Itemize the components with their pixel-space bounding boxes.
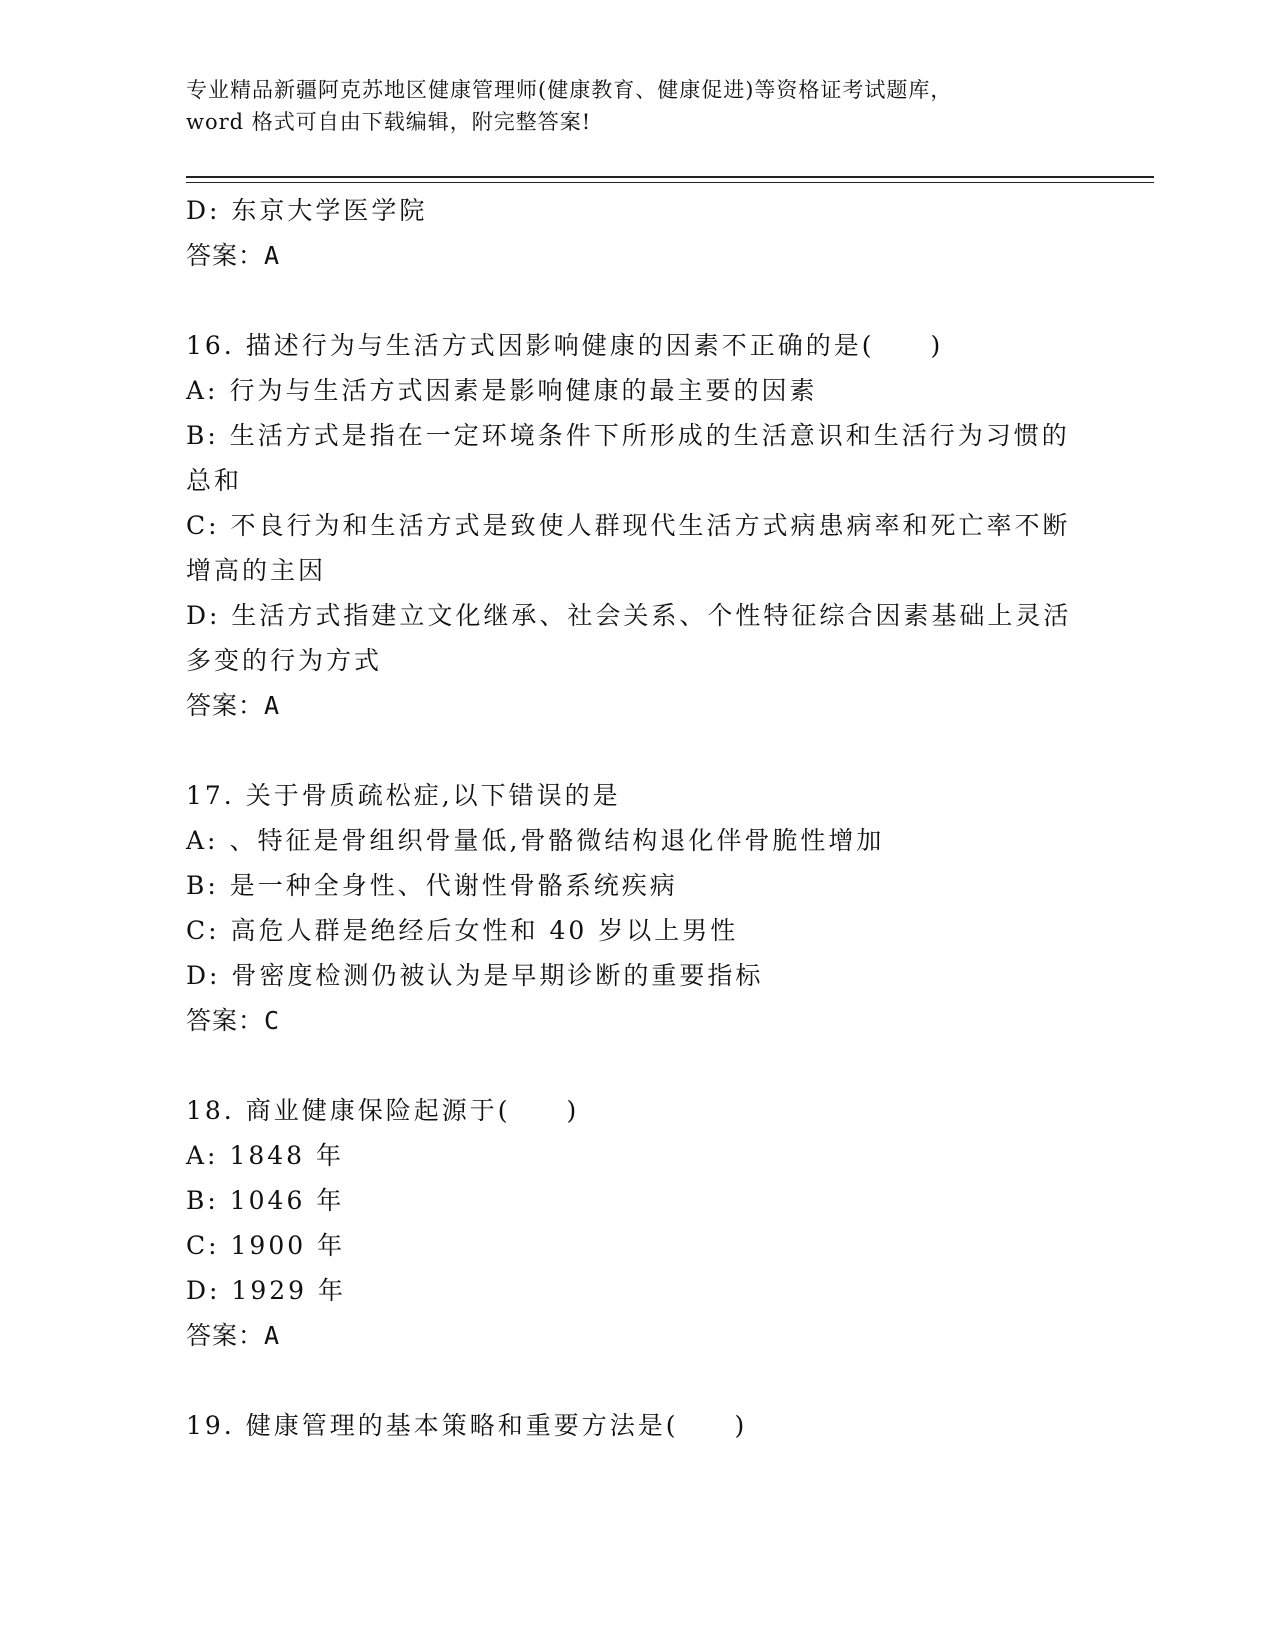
question-block	[186, 1088, 1086, 1358]
answer-value: A	[264, 691, 281, 720]
spacer	[186, 1043, 1086, 1088]
answer-label: 答案：	[186, 241, 265, 270]
option-a: A: 、特征是骨组织骨量低,骨骼微结构退化伴骨脆性增加	[186, 826, 885, 855]
header-divider-thin	[186, 182, 1154, 183]
option-c: C: 高危人群是绝经后女性和 40 岁以上男性	[186, 916, 739, 945]
spacer	[186, 278, 1086, 323]
option-b: B: 是一种全身性、代谢性骨骼系统疾病	[186, 871, 678, 900]
option-b: B: 生活方式是指在一定环境条件下所形成的生活意识和生活行为习惯的总和	[186, 421, 1070, 495]
option-d: D: 东京大学医学院	[186, 196, 428, 225]
option-d: D: 1929 年	[186, 1276, 346, 1305]
answer-value: A	[264, 1321, 281, 1350]
answer-value: A	[264, 241, 281, 270]
answer-line	[186, 1313, 1086, 1358]
option-d: D: 生活方式指建立文化继承、社会关系、个性特征综合因素基础上灵活多变的行为方式	[186, 601, 1072, 675]
answer-line	[186, 998, 1086, 1043]
answer-label: 答案：	[186, 691, 265, 720]
spacer	[186, 728, 1086, 773]
option-c: C: 不良行为和生活方式是致使人群现代生活方式病患病率和死亡率不断增高的主因	[186, 511, 1071, 585]
option-c: C: 1900 年	[186, 1231, 346, 1260]
question-stem: 18. 商业健康保险起源于( )	[186, 1096, 580, 1125]
option-d: D: 骨密度检测仍被认为是早期诊断的重要指标	[186, 961, 764, 990]
answer-label: 答案：	[186, 1321, 265, 1350]
option-b: B: 1046 年	[186, 1186, 345, 1215]
answer-line	[186, 683, 1086, 728]
option-a: A: 1848 年	[186, 1141, 345, 1170]
option-a: A: 行为与生活方式因素是影响健康的最主要的因素	[186, 376, 818, 405]
question-block	[186, 1403, 1086, 1448]
question-list	[186, 188, 1086, 1448]
spacer	[186, 1358, 1086, 1403]
question-block	[186, 773, 1086, 1043]
question-block	[186, 188, 1086, 278]
header-line-2: word 格式可自由下载编辑，附完整答案!	[186, 110, 592, 134]
question-stem: 19. 健康管理的基本策略和重要方法是( )	[186, 1411, 748, 1440]
answer-line	[186, 233, 1086, 278]
question-stem: 16. 描述行为与生活方式因影响健康的因素不正确的是( )	[186, 331, 944, 360]
question-block	[186, 323, 1086, 728]
question-stem: 17. 关于骨质疏松症,以下错误的是	[186, 781, 621, 810]
answer-label: 答案：	[186, 1006, 265, 1035]
header-line-1: 专业精品新疆阿克苏地区健康管理师(健康教育、健康促进)等资格证考试题库，	[186, 78, 953, 102]
page-header	[186, 74, 1086, 138]
answer-value: C	[264, 1006, 281, 1035]
header-divider-thick	[186, 176, 1154, 178]
